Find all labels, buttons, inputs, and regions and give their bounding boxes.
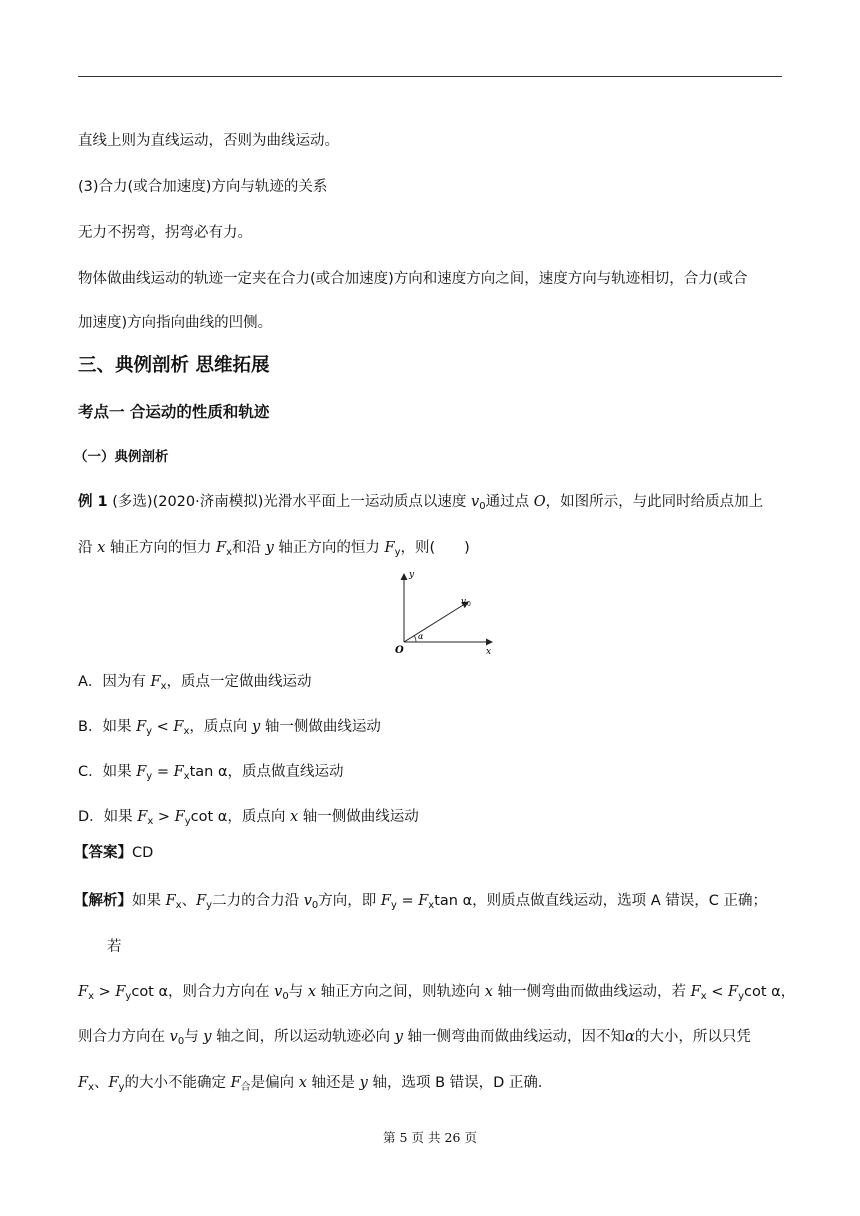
velocity-diagram	[386, 568, 498, 658]
velocity-subscript: 0	[467, 601, 471, 608]
angle-label: α	[418, 632, 424, 641]
paragraph-line: 物体做曲线运动的轨迹一定夹在合力(或合加速度)方向和速度方向之间，速度方向与轨迹相切，合力(或合	[78, 271, 748, 287]
page-number: 5	[399, 1130, 408, 1145]
example-line: 例 1 (多选)(2020·济南模拟)光滑水平面上一运动质点以速度 $v_0$通过点 O，如图所示，与此同时给质点加上	[78, 494, 764, 512]
origin-label: O	[395, 645, 404, 656]
paragraph-line: 直线上则为直线运动，否则为曲线运动。	[78, 133, 339, 149]
analysis-label: 【解析】	[74, 893, 132, 909]
analysis-line: 则合力方向在 $v_0$与 y 轴之间，所以运动轨迹必向 y 轴一侧弯曲而做曲线运动，因不知α的大小，所以只凭	[78, 1029, 751, 1047]
option-b: B．如果 $F_y < F_x$，质点向 y 轴一侧做曲线运动	[78, 719, 381, 737]
answer-label: 【答案】	[74, 845, 132, 861]
y-axis-label: y	[409, 570, 415, 580]
paragraph-heading: (3)合力(或合加速度)方向与轨迹的关系	[78, 179, 328, 195]
analysis-line: $F_x$、$F_y$的大小不能确定 $F_合$是偏向 x 轴还是 y 轴，选项 B 错误，D 正确．	[78, 1075, 553, 1093]
answer-value: CD	[132, 845, 154, 861]
velocity-label: v	[461, 597, 467, 607]
paragraph-line: 无力不拐弯，拐弯必有力。	[78, 225, 252, 241]
velocity-vector	[404, 602, 468, 642]
angle-arc	[414, 636, 416, 642]
page-footer: 第 5 页 共 26 页	[383, 1130, 477, 1145]
header-rule	[78, 76, 782, 77]
option-a: A．因为有 $F_x$，质点一定做曲线运动	[78, 674, 312, 692]
sub-heading: （一）典例剖析	[74, 449, 169, 465]
analysis-line: 【解析】如果 $F_x$、$F_y$二力的合力沿 $v_0$方向，即 $F_y = F_x\tan$ α，则质点做直线运动，选项 A 错误，C 正确；	[74, 893, 768, 911]
answer-line	[74, 843, 153, 863]
paragraph-line: 加速度)方向指向曲线的凹侧。	[78, 315, 273, 331]
total-pages: 26	[444, 1130, 461, 1145]
option-d: D．如果 $F_x > F_y\cot$ α，质点向 x 轴一侧做曲线运动	[78, 809, 419, 827]
topic-heading: 考点一 合运动的性质和轨迹	[78, 403, 270, 421]
analysis-line: 若	[107, 939, 122, 955]
x-axis-label: x	[486, 647, 492, 657]
analysis-line: $F_x > F_y\cot$ α，则合力方向在 $v_0$与 x 轴正方向之间，则轨迹向 x 轴一侧弯曲而做曲线运动，若 $F_x < F_y\cot$ α，	[78, 984, 796, 1002]
example-label: 例 1	[78, 494, 108, 510]
example-line: 沿 x 轴正方向的恒力 $F_x$和沿 y 轴正方向的恒力 $F_y$，则( )	[78, 540, 470, 558]
option-c: C．如果 $F_y = F_x\tan$ α，质点做直线运动	[78, 764, 344, 782]
section-heading: 三、典例剖析 思维拓展	[78, 355, 270, 376]
